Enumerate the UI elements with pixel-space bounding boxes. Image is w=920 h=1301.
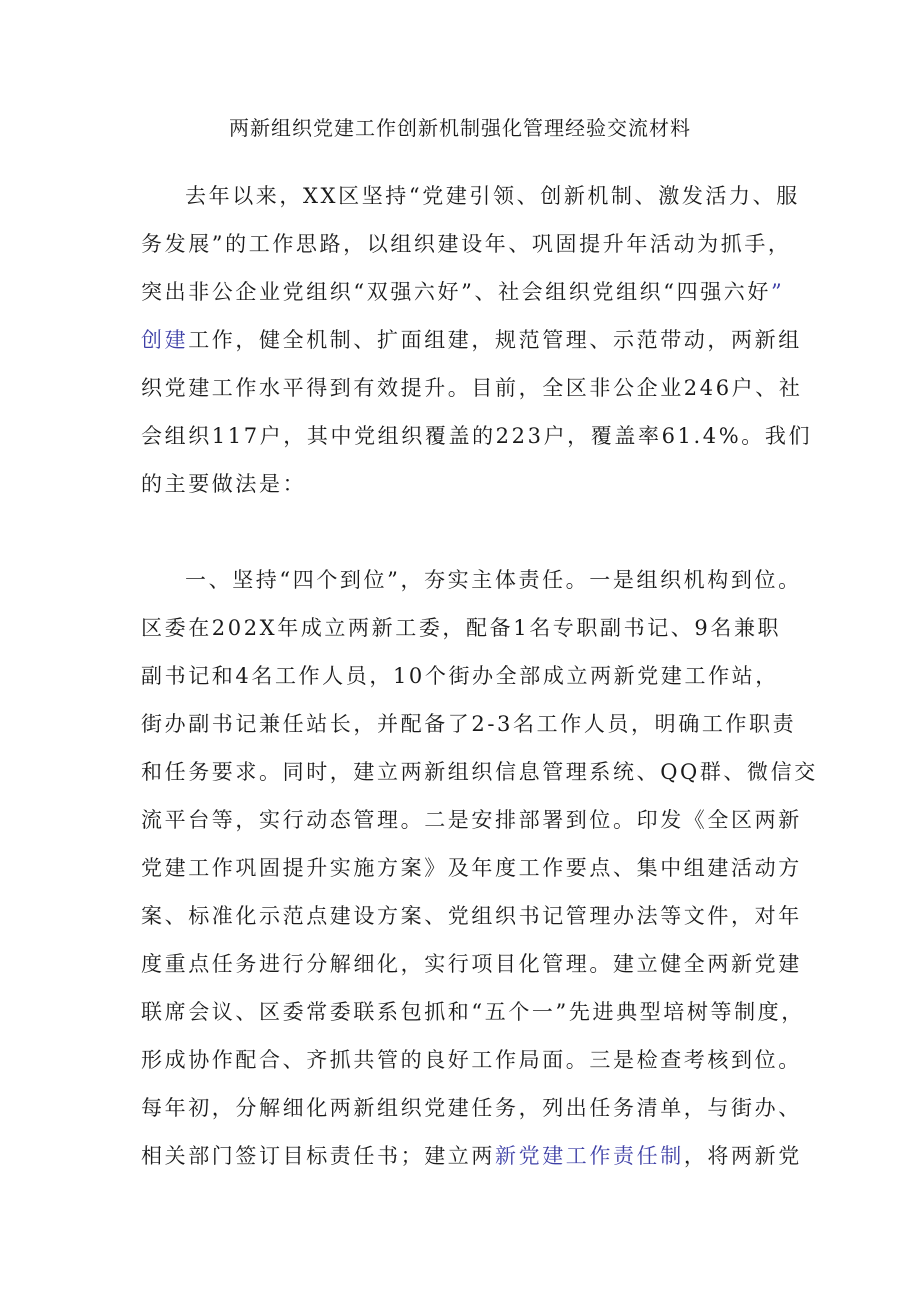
text-line: 务发展”的工作思路，以组织建设年、巩固提升年活动为抓手， (141, 232, 792, 256)
highlighted-text: ” (771, 280, 785, 304)
text-line: 联席会议、区委常委联系包抓和“五个一”先进典型培树等制度， (141, 1000, 805, 1024)
highlighted-text: 创建 (141, 328, 189, 352)
text-line: 副书记和4名工作人员，10个街办全部成立两新党建工作站， (141, 664, 779, 688)
text-line: 会组织117户，其中党组织覆盖的223户，覆盖率61.4%。我们 (141, 424, 813, 448)
text-segment: 突出非公企业党组织“双强六好”、社会组织党组织“四强六好 (141, 280, 772, 304)
text-line: 织党建工作水平得到有效提升。目前，全区非公企业246户、社 (141, 376, 803, 400)
text-segment: ，将两新党 (683, 1144, 802, 1168)
text-segment: 相关部门签订目标责任书；建立两 (141, 1144, 495, 1168)
highlighted-text: 新党建工作责任制 (495, 1144, 684, 1168)
text-line: 案、标准化示范点建设方案、党组织书记管理办法等文件，对年 (141, 904, 802, 928)
text-line (141, 278, 791, 306)
text-line: 的主要做法是： (141, 472, 307, 496)
text-segment: 工作，健全机制、扩面组建，规范管理、示范带动，两新组 (188, 328, 802, 352)
text-line: 流平台等，实行动态管理。二是安排部署到位。印发《全区两新 (141, 808, 802, 832)
text-line: 一、坚持“四个到位”，夯实主体责任。一是组织机构到位。 (185, 568, 802, 592)
text-line: 形成协作配合、齐抓共管的良好工作局面。三是检查考核到位。 (141, 1048, 802, 1072)
text-line: 街办副书记兼任站长，并配备了2-3名工作人员，明确工作职责 (141, 712, 797, 736)
text-line: 党建工作巩固提升实施方案》及年度工作要点、集中组建活动方 (141, 856, 802, 880)
text-line: 区委在202X年成立两新工委，配备1名专职副书记、9名兼职 (141, 616, 782, 640)
text-line: 每年初，分解细化两新组织党建任务，列出任务清单，与街办、 (141, 1096, 802, 1120)
text-line: 和任务要求。同时，建立两新组织信息管理系统、QQ群、微信交 (141, 760, 818, 784)
text-line: 度重点任务进行分解细化，实行项目化管理。建立健全两新党建 (141, 952, 802, 976)
text-line (141, 326, 802, 354)
document-title: 两新组织党建工作创新机制强化管理经验交流材料 (229, 116, 691, 140)
text-line: 去年以来，XX区坚持“党建引领、创新机制、激发活力、服 (185, 184, 800, 208)
text-line (141, 1142, 802, 1170)
